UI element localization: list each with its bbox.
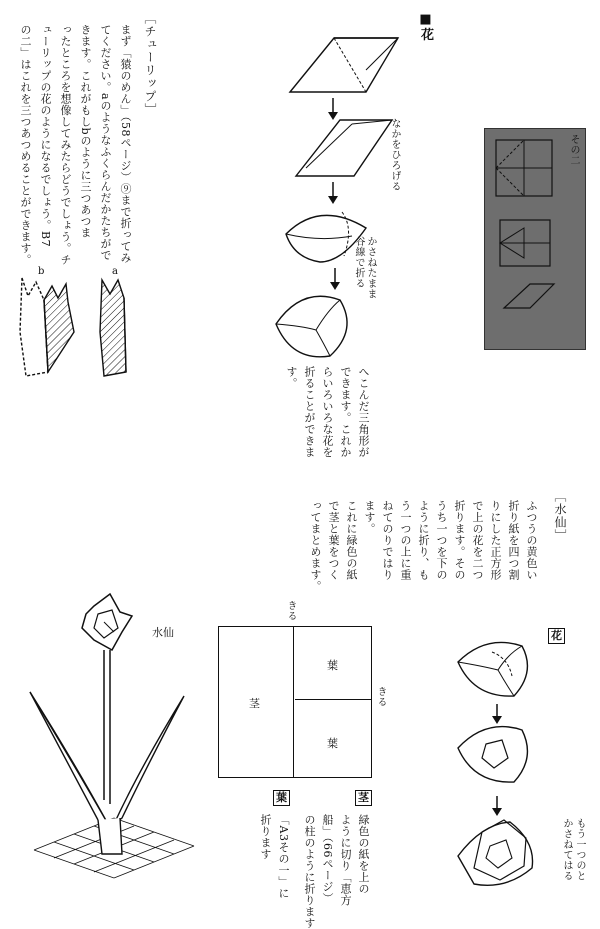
suisen-line-11: これに緑色の紙 [345,500,358,581]
arrow-2 [328,182,338,204]
flower-title: ■花 [418,12,433,41]
tulip-line-1: まず「猿のめん」（58ページ）⑨まで折ってみ [119,24,132,264]
tulip-line-6: の二」はこれを三つあつめることができます。 [19,24,32,266]
flower-desc-1: へこんだ三角形が [357,366,370,458]
stem-instr-3: 船」（66ページ） [321,814,334,904]
suisen-line-8: う一つの上に重 [399,500,412,581]
paper-cut-diagram [218,626,372,778]
tulip-line-2: てください。aのようなふくらんだかたちがで [99,24,112,262]
flower-desc-3: らいろいろな花を [321,366,334,458]
suisen-line-4: で上の花を二つ [471,500,484,581]
tulip-line-5: ューリップの花のようになるでしょう。B7 [39,24,52,248]
sono-ni-diagrams [490,138,580,338]
daffodil-illustration [14,592,204,892]
tulip-label-b: b [38,266,45,277]
leaf-section-label-2: 葉 [327,737,338,750]
suisen-flower-step-1 [452,636,542,706]
suisen-line-12: で茎と葉をつく [327,500,340,581]
stem-instr-2: ように切り「恵方 [339,814,352,906]
suisen-figure-label: 水仙 [152,626,174,639]
flower-desc-4: 折ることができま [303,366,316,458]
leaf-instr-box: 葉 [273,790,290,806]
suisen-title: ［水仙］ [553,490,567,542]
stem-instr-box: 茎 [355,790,372,806]
tulip-title: ［チューリップ］ [143,12,157,116]
flower-step-1-diagram [280,30,420,110]
suisen-line-2: 折り紙を四つ割 [507,500,520,581]
suisen-line-13: ってまとめます。 [309,500,322,592]
suisen-flower-box: 花 [548,628,565,644]
tulip-figure-b [8,272,88,382]
leaf-section-label-1: 葉 [327,659,338,672]
flower-step-open-text: なかをひろげる [389,118,400,192]
suisen-line-10: ます。 [363,500,376,535]
suisen-overlap-note: もう一つのと かさねてはる [561,818,585,881]
tulip-label-a: a [112,266,118,277]
leaf-instr-2: 折ります [259,814,272,860]
sono-ni-label: その二 [568,134,579,166]
suisen-line-1: ふつうの黄色い [525,500,538,581]
flower-desc-2: できます。これか [339,366,352,458]
tulip-line-3: きます。これがもしbのように三つあつま [79,24,92,239]
kiru-label-right: きる [375,686,386,707]
tulip-figure-a [96,272,156,382]
flower-step-valley-text: かさねたまま 谷線で折る [353,236,376,299]
suisen-line-6: うち一つを下の [435,500,448,581]
flower-desc-5: す。 [285,366,298,389]
suisen-flower-step-2 [452,720,542,790]
suisen-line-3: りにした正方形 [489,500,502,581]
tulip-line-4: ったところを想像してみたらどうでしょう。チ [59,24,72,266]
stem-instr-4: の柱のように折ります [303,814,316,929]
stem-instr-1: 緑色の紙を上の [357,814,370,895]
suisen-line-5: 折ります。その [453,500,466,581]
leaf-instr-1: 「A3その一」に [277,814,290,899]
kiru-label-top: きる [285,600,296,621]
stem-section-label: 茎 [249,697,260,710]
suisen-flower-step-3 [452,816,542,896]
suisen-line-9: ねてのりではり [381,500,394,581]
suisen-arrow-2 [492,796,502,816]
flower-step-4-diagram [272,290,362,370]
suisen-line-7: ように折り、も [417,500,430,581]
arrow-3 [330,268,340,290]
